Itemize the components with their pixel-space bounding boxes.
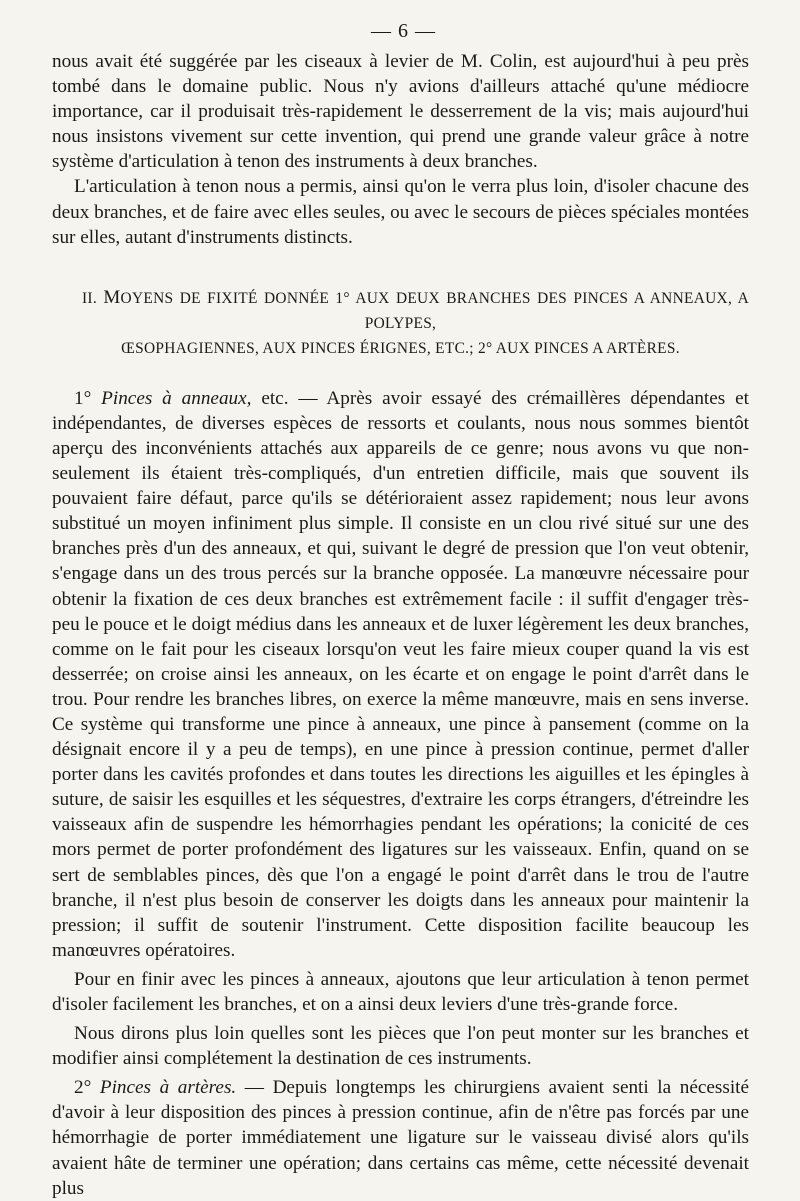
heading-line-1-text: OYENS DE FIXITÉ DONNÉE 1° AUX DEUX BRANCHES DES PINCES A ANNEAUX, A POLYPES, <box>120 289 749 332</box>
paragraph-pinces-arteres <box>52 1075 749 1200</box>
paragraph-articulation: L'articulation à tenon nous a permis, ainsi qu'on le verra plus loin, d'isoler chacune des deux branches, et de faire avec elles seules, ou avec le secours de pièces spéciales montées sur elles, autant d'instruments distincts. <box>52 176 749 248</box>
paragraph-pieces: Nous dirons plus loin quelles sont les pièces que l'on peut monter sur les branches et modifier ainsi complétement la destination de ces instruments. <box>52 1023 749 1070</box>
paragraph-conclusion-anneaux: Pour en finir avec les pinces à anneaux, ajoutons que leur articulation à tenon permet d'isoler facilement les branches, et on a ainsi deux leviers d'une très-grande force. <box>52 968 749 1015</box>
heading-initial: M <box>103 286 121 308</box>
section-2-title: Pinces à artères. <box>99 1077 237 1099</box>
page-number: — 6 — <box>371 20 436 42</box>
section-heading-line-1 <box>52 285 749 336</box>
paragraph-pinces-anneaux <box>52 386 749 963</box>
section-2-body: — Depuis longtemps les chirurgiens avaient senti la nécessité d'avoir à leur disposition des pinces à pression continue, afin de n'être pas forcés par une hémorrhagie de porter immédiatement une ligature sur le vaisseau divisé alors qu'ils avaient hâte de terminer une opération; dans certains cas même, cette nécessité devenait plus <box>52 1077 749 1199</box>
section-1-number: 1° <box>74 387 102 409</box>
heading-roman-numeral: II. <box>82 289 104 307</box>
section-1-title: Pinces à anneaux, <box>101 387 252 409</box>
section-heading <box>52 285 749 361</box>
paragraph-continuation: nous avait été suggérée par les ciseaux à levier de M. Colin, est aujourd'hui à peu près tombé dans le domaine public. Nous n'y avions d'ailleurs attaché qu'une médiocre importance, car il produisait très-rapidement le desserrement de la vis; mais aujourd'hui nous insistons vivement sur cette invention, qui prend une grande valeur grâce à notre système d'articulation à tenon des instruments à deux branches. <box>52 51 749 173</box>
document-page <box>52 20 749 1201</box>
section-2-number: 2° <box>74 1077 100 1099</box>
section-heading-line-2: ŒSOPHAGIENNES, AUX PINCES ÉRIGNES, ETC.; 2° AUX PINCES A ARTÈRES. <box>121 339 680 357</box>
section-1-body: etc. — Après avoir essayé des crémaillères dépendantes et indépendantes, de diverses espèces de ressorts et coulants, nous nous sommes bientôt aperçu des inconvénients attachés aux appareils de ce genre; nous avons vu que non-seulement ils étaient très-compliqués, d'un entretien difficile, mais que souvent ils pouvaient faire défaut, parce qu'ils se détérioraient assez rapidement; nous leur avons substitué un moyen infiniment plus simple. Il consiste en un clou rivé situé sur une des branches près d'un des anneaux, et qui, suivant le degré de pression que l'on veut obtenir, s'engage dans un des trous percés sur la branche opposée. La manœuvre nécessaire pour obtenir la fixation de ces deux branches est extrêmement facile : il suffit d'engager très-peu le pouce et le doigt médius dans les anneaux et de luxer légèrement les deux branches, comme on le fait pour les ciseaux lorsqu'on veut les faire mieux couper quand la vis est desserrée; on croise ainsi les anneaux, on les écarte et on engage le point d'arrêt dans le trou. Pour rendre les branches libres, on exerce la même manœuvre, mais en sens inverse. Ce système qui transforme une pince à anneaux, une pince à pansement (comme on la désignait encore il y a peu de temps), en une pince à pression continue, permet d'aller porter dans les cavités profondes et dans toutes les directions les aiguilles et les épingles à suture, de saisir les esquilles et les séquestres, d'extraire les corps étrangers, d'étreindre les vaisseaux afin de suspendre les hémorrhagies pendant les opérations; la conicité de ces mors permet de porter profondément des ligatures sur les vaisseaux. Enfin, quand on se sert de semblables pinces, dès que l'on a engagé le point d'arrêt dans le trou de l'autre branche, il n'est plus besoin de conserver les doigts dans les anneaux pour maintenir la pression; il suffit de soutenir l'instrument. Cette disposition facilite beaucoup les manœuvres opératoires. <box>52 387 749 961</box>
